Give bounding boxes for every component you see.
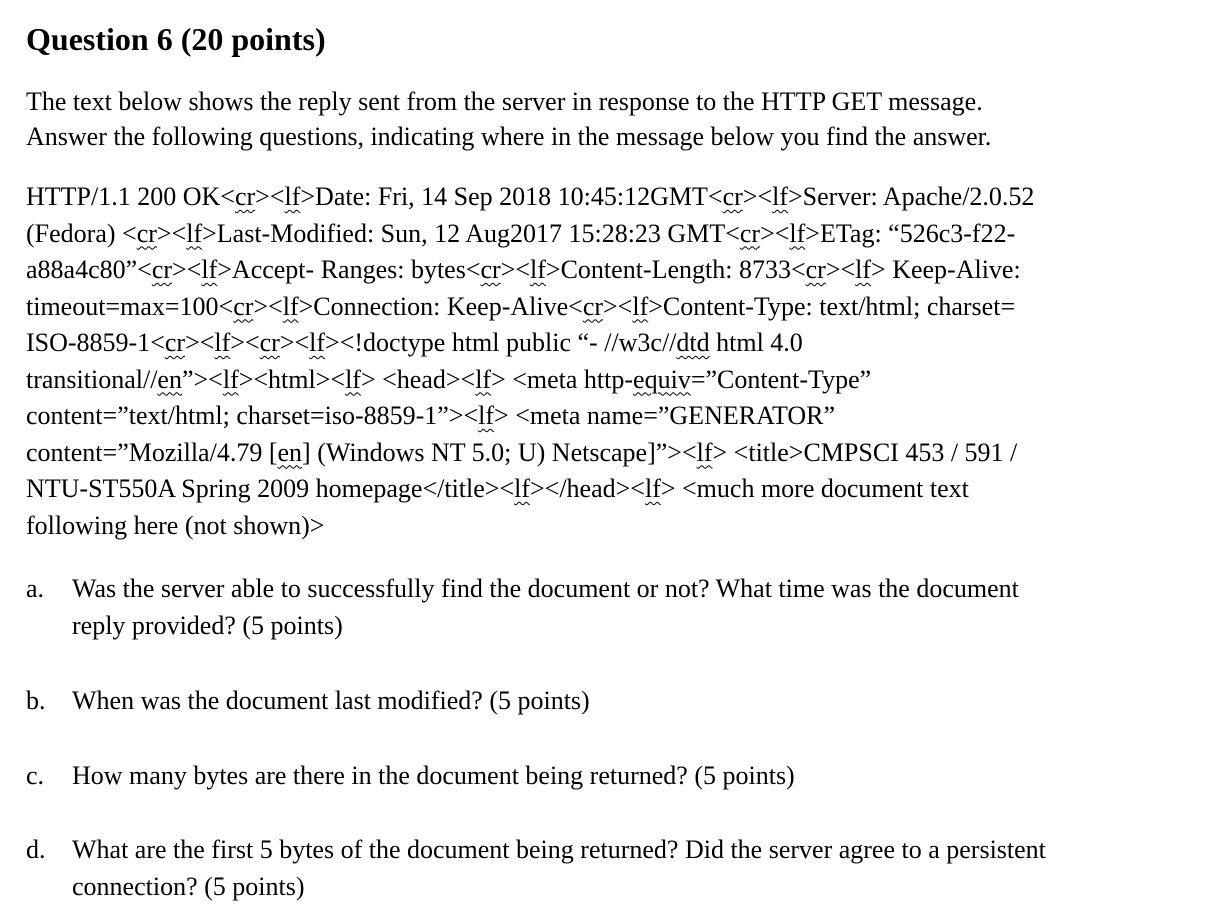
- reply-text: ></head><: [530, 474, 645, 503]
- misspelled-token: lf: [514, 474, 530, 503]
- http-reply-line: [26, 216, 1034, 253]
- subquestion-label: c.: [26, 761, 45, 790]
- misspelled-token: lf: [214, 328, 231, 357]
- reply-text: > <title>CMPSCI 453 / 591 /: [712, 437, 1018, 467]
- http-reply-message: [26, 179, 1034, 544]
- http-reply-line: [26, 362, 1034, 399]
- http-reply-line: [26, 508, 1034, 545]
- misspelled-token: lf: [644, 474, 661, 503]
- misspelled-token: lf: [855, 255, 872, 284]
- http-reply-line: [26, 471, 1034, 508]
- misspelled-token: cr: [480, 255, 501, 284]
- misspelled-token: lf: [530, 255, 546, 284]
- subquestion-line: What are the first 5 bytes of the document being returned? Did the server agree to a persistent: [72, 835, 1046, 864]
- misspelled-token: lf: [772, 182, 788, 211]
- reply-text: ><: [603, 291, 633, 321]
- misspelled-token: lf: [222, 364, 239, 394]
- http-reply-line: [26, 179, 1034, 216]
- http-reply-line: [26, 289, 1034, 326]
- reply-text: > <meta http-: [491, 364, 634, 394]
- reply-text: >Accept- Ranges: bytes<: [217, 255, 481, 284]
- misspelled-token: cr: [136, 218, 157, 248]
- http-reply-line: [26, 325, 1034, 362]
- reply-text: ><: [172, 255, 202, 284]
- misspelled-token: lf: [696, 437, 713, 467]
- misspelled-token: lf: [309, 328, 326, 357]
- reply-text: ><: [230, 328, 260, 357]
- subquestion-label: b.: [26, 686, 46, 715]
- subquestion-line: Was the server able to successfully find the document or not? What time was the document: [72, 574, 1019, 603]
- reply-text: html 4.0: [709, 328, 803, 357]
- reply-text: transitional//: [26, 364, 158, 394]
- misspelled-token: lf: [284, 182, 301, 211]
- subquestion-text: [72, 570, 1019, 644]
- misspelled-token: cr: [151, 255, 173, 284]
- reply-text: (Fedora) <: [26, 218, 137, 248]
- misspelled-token: cr: [164, 328, 186, 357]
- reply-text: >ETag: “526c3-f22-: [805, 218, 1016, 248]
- misspelled-token: lf: [478, 401, 495, 430]
- reply-text: ><: [279, 328, 310, 357]
- reply-text: ><: [156, 218, 187, 248]
- question-intro: [26, 84, 991, 154]
- misspelled-token: lf: [282, 291, 299, 321]
- reply-text: >Last-Modified: Sun, 12 Aug2017 15:28:23 GMT<: [202, 218, 740, 248]
- misspelled-token: lf: [186, 218, 203, 248]
- misspelled-token: equiv: [633, 364, 691, 394]
- reply-text: NTU-ST550A Spring 2009 homepage</title><: [26, 474, 515, 503]
- reply-text: ><: [825, 255, 856, 284]
- reply-text: >Date: Fri, 14 Sep 2018 10:45:12GMT<: [300, 182, 723, 211]
- misspelled-token: lf: [632, 291, 649, 321]
- misspelled-token: cr: [582, 291, 604, 321]
- reply-text: > Keep-Alive:: [871, 255, 1021, 284]
- reply-text: a88a4c80”<: [26, 255, 152, 284]
- reply-text: ><: [253, 291, 283, 321]
- reply-text: timeout=max=100<: [26, 291, 234, 321]
- subquestion-line: connection? (5 points): [72, 872, 305, 901]
- subquestion-line: How many bytes are there in the document being returned? (5 points): [72, 761, 795, 790]
- misspelled-token: en: [157, 364, 182, 394]
- reply-text: ><: [760, 218, 790, 248]
- misspelled-token: cr: [234, 182, 256, 211]
- reply-text: ><!doctype html public “- //w3c//: [325, 328, 677, 357]
- reply-text: HTTP/1.1 200 OK<: [26, 182, 235, 211]
- subquestion-label: d.: [26, 835, 46, 864]
- intro-line: The text below shows the reply sent from the server in response to the HTTP GET message.: [26, 87, 983, 116]
- reply-text: content=”text/html; charset=iso-8859-1”><: [26, 401, 479, 430]
- intro-line: Answer the following questions, indicating where in the message below you find the answer.: [26, 122, 992, 151]
- reply-text: >Connection: Keep-Alive<: [298, 291, 583, 321]
- reply-text: > <head><: [360, 364, 476, 394]
- reply-text: >Content-Type: text/html; charset=: [648, 291, 1016, 321]
- subquestion-text: [72, 682, 590, 719]
- reply-text: ><: [500, 255, 531, 284]
- misspelled-token: cr: [233, 291, 254, 321]
- subquestion-line: When was the document last modified? (5 points): [72, 686, 590, 715]
- reply-text: ><html><: [238, 364, 346, 394]
- reply-text: ISO-8859-1<: [26, 328, 165, 357]
- subquestion-text: [72, 757, 795, 794]
- reply-text: >Server: Apache/2.0.52: [788, 182, 1035, 211]
- reply-text: ><: [255, 182, 285, 211]
- misspelled-token: en: [277, 437, 303, 467]
- reply-text: ”><: [181, 364, 223, 394]
- reply-text: content=”Mozilla/4.79 [: [26, 437, 278, 467]
- subquestion-label: a.: [26, 574, 45, 603]
- http-reply-line: [26, 252, 1034, 289]
- reply-text: following here (not shown)>: [26, 510, 325, 540]
- misspelled-token: cr: [805, 255, 826, 284]
- reply-text: >Content-Length: 8733<: [545, 255, 806, 284]
- http-reply-line: [26, 398, 1034, 435]
- misspelled-token: lf: [789, 218, 806, 248]
- http-reply-line: [26, 435, 1034, 472]
- misspelled-token: lf: [345, 364, 361, 394]
- reply-text: ><: [185, 328, 215, 357]
- misspelled-token: cr: [739, 218, 761, 248]
- reply-text: ><: [742, 182, 773, 211]
- reply-text: =”Content-Type”: [690, 364, 872, 394]
- subquestion-text: [72, 831, 1046, 905]
- reply-text: > <much more document text: [660, 474, 969, 503]
- misspelled-token: lf: [201, 255, 218, 284]
- misspelled-token: lf: [475, 364, 492, 394]
- misspelled-token: cr: [722, 182, 743, 211]
- misspelled-token: dtd: [676, 328, 710, 357]
- subquestion-line: reply provided? (5 points): [72, 611, 343, 640]
- question-title: Question 6 (20 points): [26, 21, 326, 57]
- misspelled-token: cr: [259, 328, 280, 357]
- reply-text: ] (Windows NT 5.0; U) Netscape]”><: [302, 437, 697, 467]
- reply-text: > <meta name=”GENERATOR”: [494, 401, 836, 430]
